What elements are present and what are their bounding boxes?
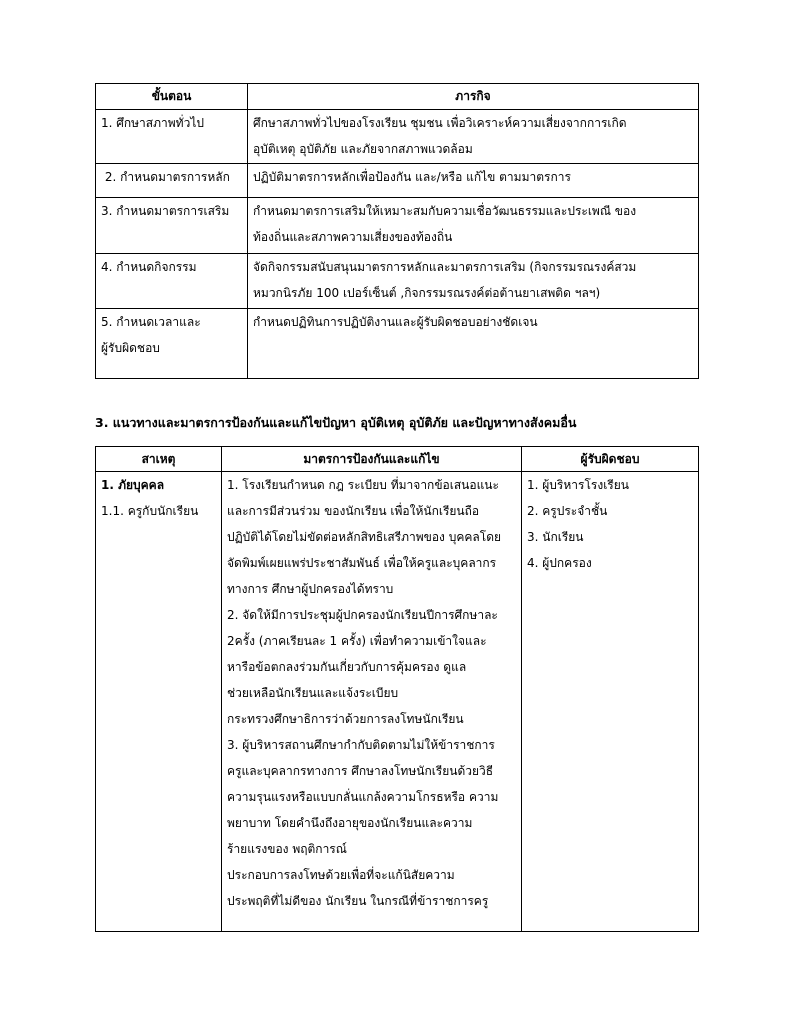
task-cell: ศึกษาสภาพทั่วไปของโรงเรียน ชุมชน เพื่อวิเคราะห์ความเสี่ยงจากการเกิด อุบัติเหตุ อุบัติภัย และภัยจากสภาพแวดล้อม <box>248 110 699 164</box>
process-table <box>95 83 699 379</box>
section-heading: 3. แนวทางและมาตรการป้องกันและแก้ไขปัญหา อุบัติเหตุ อุบัติภัย และปัญหาทางสังคมอื่น <box>95 415 577 430</box>
header-step: ขั้นตอน <box>96 84 248 110</box>
measures-table <box>95 446 699 932</box>
task-cell: ปฏิบัติมาตรการหลักเพื่อป้องกัน และ/หรือ แก้ไข ตามมาตรการ <box>248 164 699 198</box>
table-row <box>96 110 699 164</box>
table-row <box>96 472 699 932</box>
header-task: ภารกิจ <box>248 84 699 110</box>
table-row <box>96 254 699 309</box>
header-responsible: ผู้รับผิดชอบ <box>522 447 699 472</box>
header-cause: สาเหตุ <box>96 447 222 472</box>
step-cell: 2. กำหนดมาตรการหลัก <box>96 164 248 198</box>
header-measures: มาตรการป้องกันและแก้ไข <box>222 447 522 472</box>
step-cell: 4. กำหนดกิจกรรม <box>96 254 248 309</box>
task-cell: จัดกิจกรรมสนับสนุนมาตรการหลักและมาตรการเสริม (กิจกรรมรณรงค์สวม หมวกนิรภัย 100 เปอร์เซ็นต์ ,กิจกรรมรณรงค์ต่อต้านยาเสพติด ฯลฯ) <box>248 254 699 309</box>
measures-cell: 1. โรงเรียนกำหนด กฎ ระเบียบ ที่มาจากข้อเสนอแนะ และการมีส่วนร่วม ของนักเรียน เพื่อให้นักเรียนถือ ปฏิบัติได้โดยไม่ขัดต่อหลักสิทธิเสรีภาพของ บุคคลโดย จัดพิมพ์เผยแพร่ประชาสัมพันธ์ เพื่อให้ครูและบุคลากร ทางการ ศึกษาผู้ปกครองได้ทราบ 2. จัดให้มีการประชุมผู้ปกครองนักเรียนปีการศึกษาละ 2ครั้ง (ภาคเรียนละ 1 ครั้ง) เพื่อทำความเข้าใจและ หารือข้อตกลงร่วมกันเกี่ยวกับการคุ้มครอง ดูแล ช่วยเหลือนักเรียนและแจ้งระเบียบ กระทรวงศึกษาธิการว่าด้วยการลงโทษนักเรียน 3. ผู้บริหารสถานศึกษากำกับติดตามไม่ให้ข้าราชการ ครูและบุคลากรทางการ ศึกษาลงโทษนักเรียนด้วยวิธี ความรุนแรงหรือแบบกลั่นแกล้งความโกรธหรือ ความ พยาบาท โดยคำนึงถึงอายุของนักเรียนและความ ร้ายแรงของ พฤติการณ์ ประกอบการลงโทษด้วยเพื่อที่จะแก้นิสัยความ ประพฤติที่ไม่ดีของ นักเรียน ในกรณีที่ข้าราชการครู <box>222 472 522 932</box>
cause-cell: 1. ภัยบุคคล 1.1. ครูกับนักเรียน <box>96 472 222 932</box>
table-row <box>96 198 699 254</box>
process-table-header <box>96 84 699 110</box>
step-cell: 1. ศึกษาสภาพทั่วไป <box>96 110 248 164</box>
responsible-cell: 1. ผู้บริหารโรงเรียน 2. ครูประจำชั้น 3. นักเรียน 4. ผู้ปกครอง <box>522 472 699 932</box>
task-cell: กำหนดปฏิทินการปฏิบัติงานและผู้รับผิดชอบอย่างชัดเจน <box>248 309 699 379</box>
step-cell: 3. กำหนดมาตรการเสริม <box>96 198 248 254</box>
step-cell: 5. กำหนดเวลาและ ผู้รับผิดชอบ <box>96 309 248 379</box>
table-row <box>96 164 699 198</box>
measures-table-header <box>96 447 699 472</box>
table-row <box>96 309 699 379</box>
task-cell: กำหนดมาตรการเสริมให้เหมาะสมกับความเชื่อวัฒนธรรมและประเพณี ของ ท้องถิ่นและสภาพความเสี่ยงของท้องถิ่น <box>248 198 699 254</box>
